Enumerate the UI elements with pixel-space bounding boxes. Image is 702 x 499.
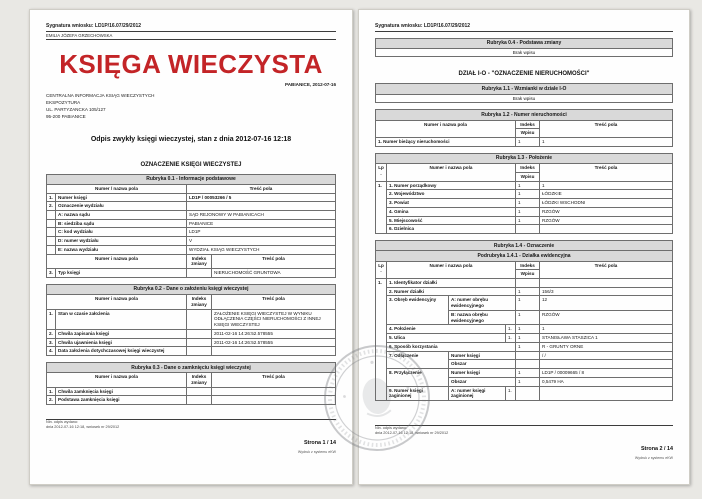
issuer-line: CENTRALNA INFORMACJA KSIĄG WIECZYSTYCH	[46, 93, 155, 98]
column-header-index-sub: Wpisu	[516, 129, 540, 138]
field-label: 8. Przyłączenie	[387, 369, 449, 386]
table-row	[376, 190, 673, 199]
field-label: Typ księgi	[56, 269, 187, 278]
table-row	[376, 216, 673, 225]
column-header-index: Indeks	[516, 261, 540, 270]
field-label: 1. Numer porządkowy	[387, 181, 516, 190]
index-cell	[187, 396, 212, 405]
row-number: 3.	[47, 269, 56, 278]
column-header-index-sub: Wpisu	[516, 270, 540, 279]
field-value: 0,5479 HA	[540, 377, 673, 386]
table-row	[47, 202, 336, 211]
index-cell	[516, 386, 540, 400]
index-cell	[516, 351, 540, 360]
table-row	[47, 309, 336, 329]
page-footer	[46, 419, 336, 454]
field-label: 6. Sposób korzystania	[387, 342, 516, 351]
field-label: Chwila ujawnienia księgi	[56, 338, 187, 347]
index-cell: 1	[516, 216, 540, 225]
case-signature: Sygnatura wniosku: LD1P/16.07/29/2012	[375, 23, 471, 29]
table-row	[376, 342, 673, 351]
sub-lp-cell: 1.	[506, 334, 516, 343]
column-header-label: Numer i nazwa pola	[387, 261, 516, 278]
row-number: 3.	[47, 338, 56, 347]
field-label: D: numer wydziału	[56, 237, 187, 246]
index-cell	[516, 225, 540, 234]
column-header-label: Numer i nazwa pola	[387, 164, 516, 181]
field-value: R - GRUNTY ORNE	[540, 342, 673, 351]
column-header-index: Indeks	[516, 120, 540, 129]
rubryka-title: Rubryka 0.3 - Dane o zamknięciu księgi wieczystej	[47, 363, 336, 373]
column-header-value: Treść pola	[187, 184, 336, 193]
table-row	[47, 245, 336, 254]
field-value	[540, 225, 673, 234]
field-value: 2011-02-16 14:26:52.578555	[212, 338, 336, 347]
table-row	[47, 396, 336, 405]
table-row	[47, 329, 336, 338]
field-value: LD1P / 00009665 / 8	[540, 369, 673, 378]
field-value: WYDZIAŁ KSIĄG WIECZYSTYCH	[187, 245, 336, 254]
field-value	[212, 347, 336, 356]
table-row	[47, 347, 336, 356]
issuer-line: UL. PARTYZANCKA 105/127	[46, 106, 106, 112]
table-row	[376, 181, 673, 190]
index-cell: 1	[516, 190, 540, 199]
extract-subtitle: Odpis zwykły księgi wieczystej, stan z dnia 2012-07-16 12:18	[90, 135, 292, 143]
field-value	[212, 387, 336, 396]
index-cell	[187, 269, 212, 278]
empty-entry: Brak wpisu	[376, 48, 673, 57]
field-sublabel: B: nazwa obrębu ewidencyjnego	[449, 310, 516, 324]
row-number: 2.	[47, 329, 56, 338]
field-label: 7. Odłączenie	[387, 351, 449, 368]
field-value: 1	[540, 138, 673, 147]
table-row	[376, 287, 673, 296]
page-number: Strona 1 / 14	[303, 440, 336, 446]
index-cell: 1	[516, 325, 540, 334]
podrubryka-title: Podrubryka 1.4.1 - Działka ewidencyjna	[376, 251, 673, 261]
divider	[375, 31, 673, 32]
field-label: 9. Numer księgi zaginionej	[387, 386, 449, 400]
page-footer	[375, 425, 673, 460]
rubryka-title: Rubryka 1.3 - Położenie	[376, 153, 673, 163]
rubryka-title: Rubryka 0.1 - Informacje podstawowe	[47, 174, 336, 184]
field-label: C: kod wydziału	[56, 228, 187, 237]
table-row	[376, 386, 673, 400]
index-cell: 1	[516, 296, 540, 310]
rubryka-title: Rubryka 1.1 - Wzmianki w dziale I-O	[376, 84, 673, 94]
rubryka-title: Rubryka 1.4 - Oznaczenie	[376, 241, 673, 251]
column-header-lp: Lp.	[376, 261, 387, 278]
column-header-value: Treść pola	[540, 164, 673, 181]
divider	[46, 31, 336, 32]
table-row	[376, 369, 673, 378]
table-row	[376, 225, 673, 234]
table-row	[47, 269, 336, 278]
field-sublabel: Numer księgi	[449, 351, 516, 360]
sub-lp-cell: 1.	[506, 386, 516, 400]
field-sublabel: A: numer obrębu ewidencyjnego	[449, 296, 516, 310]
field-value: SĄD REJONOWY W PABIANICACH	[187, 211, 336, 220]
table-row	[47, 219, 336, 228]
index-cell	[187, 329, 212, 338]
index-cell: 1	[516, 287, 540, 296]
field-value: RZGÓW	[540, 207, 673, 216]
row-number	[47, 219, 56, 228]
column-header-index: Indeks	[516, 164, 540, 173]
page-2	[358, 9, 690, 485]
row-number: 1.	[47, 309, 56, 329]
field-label: 3. Obręb ewidencyjny	[387, 296, 449, 325]
row-number: 2.	[47, 202, 56, 211]
field-label: Chwila zapisania księgi	[56, 329, 187, 338]
column-header-index-sub: Wpisu	[516, 172, 540, 181]
table-row	[376, 334, 673, 343]
divider	[46, 39, 336, 40]
table-rubryka-1-2	[375, 109, 673, 146]
column-header-index: Indeks zmiany	[187, 254, 212, 268]
field-label: A: nazwa sądu	[56, 211, 187, 220]
index-cell: 1	[516, 369, 540, 378]
row-number: 1.	[47, 387, 56, 396]
footer-small-note: Wydruk z systemu eKW	[297, 450, 336, 454]
field-label: 6. Dzielnica	[387, 225, 516, 234]
column-header-label: Numer i nazwa pola	[47, 254, 187, 268]
table-row	[47, 211, 336, 220]
column-header-value: Treść pola	[212, 373, 336, 387]
column-header-label: Numer i nazwa pola	[47, 295, 187, 309]
footer-note: Nin. odpis wydano:	[375, 425, 408, 430]
row-number	[47, 211, 56, 220]
column-header-index: Indeks zmiany	[187, 373, 212, 387]
column-header-index: Indeks zmiany	[187, 295, 212, 309]
field-label: Numer księgi	[56, 193, 187, 202]
table-row	[47, 228, 336, 237]
field-value: ŁÓDZKIE	[540, 190, 673, 199]
index-cell: 1	[516, 342, 540, 351]
table-row	[376, 351, 673, 360]
lp-cell: 1.	[376, 181, 387, 233]
table-row	[376, 325, 673, 334]
field-sublabel: Obszar	[449, 377, 516, 386]
applicant-name: EMILIA JÓZEFA GRZECHOWSKA	[46, 32, 113, 38]
field-sublabel: Numer księgi	[449, 369, 516, 378]
field-value: STANISŁAWA STASZICA 1	[540, 334, 673, 343]
table-row	[376, 207, 673, 216]
index-cell: 1	[516, 207, 540, 216]
field-value: RZGÓW	[540, 216, 673, 225]
field-value: 1	[540, 325, 673, 334]
field-label: 4. Gmina	[387, 207, 516, 216]
field-value	[187, 202, 336, 211]
field-label: Data założenia dotychczasowej księgi wieczystej	[56, 347, 187, 356]
field-label: Stan w czasie założenia	[56, 309, 187, 329]
dzial-heading: DZIAŁ I-O - "OZNACZENIE NIERUCHOMOŚCI"	[458, 71, 590, 78]
field-value: 1	[540, 181, 673, 190]
field-sublabel: Obszar	[449, 360, 516, 369]
row-number: 4.	[47, 347, 56, 356]
field-value: ŁÓDZKI WSCHODNI	[540, 199, 673, 208]
column-header-label: Numer / nazwa pola	[47, 184, 187, 193]
field-value: 156/3	[540, 287, 673, 296]
row-number: 2.	[47, 396, 56, 405]
field-value: V	[187, 237, 336, 246]
index-cell: 1	[516, 377, 540, 386]
index-cell	[516, 279, 540, 288]
row-number	[47, 237, 56, 246]
field-value: LD1P	[187, 228, 336, 237]
rubryka-title: Rubryka 0.2 - Dane o założeniu księgi wieczystej	[47, 284, 336, 294]
field-label: 1. Identyfikator działki	[387, 279, 516, 288]
field-value: / /	[540, 351, 673, 360]
place-and-date: PABIANICE, 2012-07-16	[285, 82, 336, 87]
sub-lp-cell: 1.	[506, 325, 516, 334]
rubryka-title: Rubryka 0.4 - Podstawa zmiany	[376, 38, 673, 48]
issuer-line: EKSPOZYTURA	[46, 99, 81, 105]
table-row	[376, 279, 673, 288]
row-number	[47, 245, 56, 254]
table-row	[47, 193, 336, 202]
footer-note: dnia 2012-07-16 12:18, wniosek nr 29/2012	[46, 425, 120, 430]
table-rubryka-0-1	[46, 174, 336, 278]
footer-note: Nin. odpis wydano:	[46, 419, 79, 424]
footer-note: dnia 2012-07-16 12:18, wniosek nr 29/2012	[375, 431, 449, 436]
column-header-lp: Lp.	[376, 164, 387, 181]
column-header-value: Treść pola	[540, 120, 673, 137]
index-cell: 1	[516, 181, 540, 190]
index-cell	[187, 309, 212, 329]
table-row	[376, 199, 673, 208]
table-rubryka-1-4	[375, 240, 673, 401]
table-row	[376, 138, 673, 147]
rubryka-title: Rubryka 1.2 - Numer nieruchomości	[376, 110, 673, 120]
field-label: 5. Miejscowość	[387, 216, 516, 225]
field-value	[540, 360, 673, 369]
index-cell: 1	[516, 334, 540, 343]
field-label: Podstawa zamknięcia księgi	[56, 396, 187, 405]
field-value: 12	[540, 296, 673, 310]
column-header-label: Numer i nazwa pola	[47, 373, 187, 387]
index-cell	[187, 338, 212, 347]
field-label: Chwila zamknięcia księgi	[56, 387, 187, 396]
field-value: 2011-02-16 14:26:52.578555	[212, 329, 336, 338]
page-1	[29, 9, 353, 485]
index-cell	[187, 347, 212, 356]
document-title: KSIĘGA WIECZYSTA	[59, 49, 323, 79]
field-value	[540, 279, 673, 288]
section-heading: OZNACZENIE KSIĘGI WIECZYSTEJ	[140, 161, 242, 168]
index-cell	[516, 360, 540, 369]
field-value: ZAŁOŻENIE KSIĘGI WIECZYSTEJ W WYNIKU ODŁĄCZENIA CZĘŚCI NIERUCHOMOŚCI Z INNEJ KSIĘGI WIECZYSTEJ	[212, 309, 336, 329]
field-label: 2. Województwo	[387, 190, 516, 199]
footer-small-note: Wydruk z systemu eKW	[634, 456, 673, 460]
table-rubryka-1-1	[375, 83, 673, 103]
empty-entry: Brak wpisu	[376, 94, 673, 103]
field-value: PABIANICE	[187, 219, 336, 228]
table-rubryka-0-4	[375, 38, 673, 58]
column-header-value: Treść pola	[540, 261, 673, 278]
field-label: 3. Powiat	[387, 199, 516, 208]
field-value: LD1P / 00053266 / 5	[187, 193, 336, 202]
index-cell: 1	[516, 199, 540, 208]
column-header-value: Treść pola	[212, 254, 336, 268]
field-label: 4. Położenie	[387, 325, 506, 334]
field-value	[540, 386, 673, 400]
field-label: B: siedziba sądu	[56, 219, 187, 228]
table-row	[376, 296, 673, 310]
row-number	[47, 228, 56, 237]
field-value	[212, 396, 336, 405]
case-signature: Sygnatura wniosku: LD1P/16.07/29/2012	[46, 23, 142, 29]
issuer-address-block	[46, 93, 336, 121]
table-rubryka-0-3	[46, 362, 336, 405]
index-cell	[187, 387, 212, 396]
table-row	[47, 338, 336, 347]
field-label: E: nazwa wydziału	[56, 245, 187, 254]
issuer-line: 95-200 PABIANICE	[46, 113, 86, 119]
field-value: NIERUCHOMOŚĆ GRUNTOWA	[212, 269, 336, 278]
lp-cell: 1.	[376, 279, 387, 401]
field-label: Oznaczenie wydziału	[56, 202, 187, 211]
column-header-value: Treść pola	[212, 295, 336, 309]
table-rubryka-1-3	[375, 153, 673, 234]
index-cell: 1	[516, 310, 540, 324]
table-row	[47, 387, 336, 396]
table-rubryka-0-2	[46, 284, 336, 356]
index-cell: 1	[516, 138, 540, 147]
field-label: 5. Ulica	[387, 334, 506, 343]
field-label: 1. Numer bieżący nieruchomości	[376, 138, 516, 147]
field-sublabel: A: numer księgi zaginionej	[449, 386, 506, 400]
table-row	[47, 237, 336, 246]
field-label: 2. Numer działki	[387, 287, 516, 296]
field-value: RZGÓW	[540, 310, 673, 324]
column-header-label: Numer i nazwa pola	[376, 120, 516, 137]
row-number: 1.	[47, 193, 56, 202]
page-number: Strona 2 / 14	[640, 446, 673, 452]
